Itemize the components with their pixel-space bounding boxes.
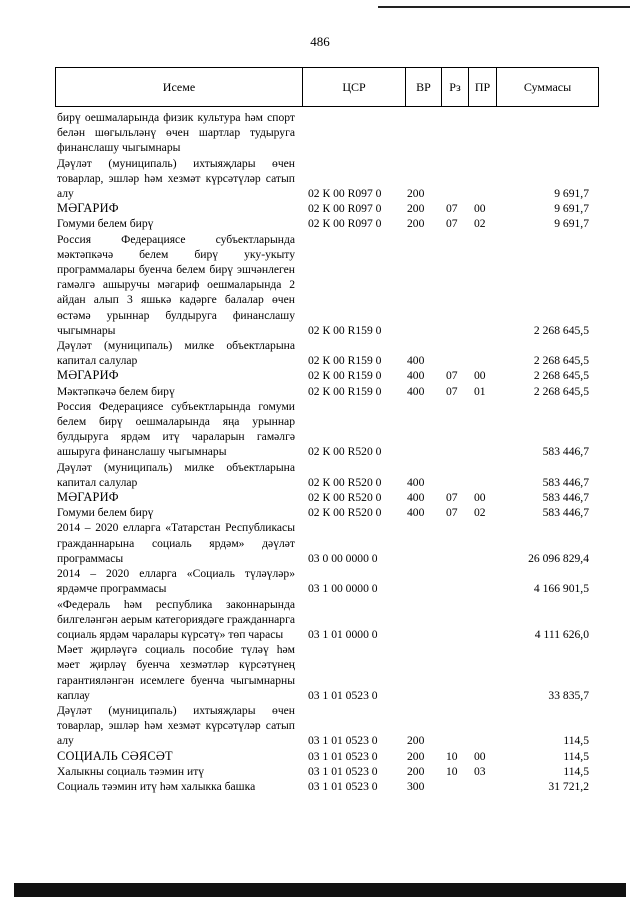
row-sum: 114,5 xyxy=(563,749,589,763)
header-csr: ЦСР xyxy=(303,68,406,107)
row-name: МӘГАРИФ xyxy=(57,201,119,216)
row-csr: 03 1 01 0523 0 xyxy=(308,749,378,763)
table-body xyxy=(57,110,597,794)
row-sum: 2 268 645,5 xyxy=(533,369,589,383)
row-pr: 02 xyxy=(474,506,486,520)
row-csr: 02 К 00 R159 0 xyxy=(308,384,382,398)
row-rz: 07 xyxy=(446,217,458,231)
table-row xyxy=(57,764,597,779)
page-number: 486 xyxy=(310,34,330,49)
row-csr: 02 К 00 R097 0 xyxy=(308,217,382,231)
row-name: СОЦИАЛЬ СӘЯСӘТ xyxy=(57,748,173,763)
table-row xyxy=(57,338,597,368)
row-sum: 9 691,7 xyxy=(554,187,589,201)
row-vr: 200 xyxy=(407,217,425,231)
row-name: Социаль тәэмин итү һәм халыкка башка xyxy=(57,779,256,793)
row-sum: 583 446,7 xyxy=(542,475,589,489)
table-row xyxy=(57,399,597,460)
row-pr: 02 xyxy=(474,217,486,231)
row-vr: 400 xyxy=(407,369,425,383)
row-name: 2014 – 2020 елларга «Социаль түләүләр» ярдәмче программасы xyxy=(57,567,295,596)
row-pr: 01 xyxy=(474,384,486,398)
row-name: Мәет җирләүгә социаль пособие түләү һәм мәет җирләү буенча хезмәтләр күрсәтүнең гарантияләнгән исемлеге буенча чыгымнарны каплау xyxy=(57,643,295,702)
table-row xyxy=(57,490,597,505)
row-sum: 26 096 829,4 xyxy=(528,551,589,565)
row-name: МӘГАРИФ xyxy=(57,490,119,505)
row-csr: 03 1 01 0523 0 xyxy=(308,764,378,778)
row-name: Гомуми белем бирү xyxy=(57,506,154,520)
row-rz: 07 xyxy=(446,369,458,383)
row-rz: 10 xyxy=(446,764,458,778)
row-sum: 9 691,7 xyxy=(554,202,589,216)
row-csr: 02 К 00 R520 0 xyxy=(308,506,382,520)
row-name: МӘГАРИФ xyxy=(57,368,119,383)
row-vr: 400 xyxy=(407,491,425,505)
row-pr: 00 xyxy=(474,369,486,383)
table-row xyxy=(57,156,597,202)
table-row xyxy=(57,368,597,383)
top-rule xyxy=(378,6,630,8)
row-csr: 02 К 00 R520 0 xyxy=(308,445,382,459)
row-name: бирү оешмаларында физик культура һәм спорт белән шөгыльләнү өчен шартлар тудыруга финанслашу чыгымнары xyxy=(57,111,295,155)
table-row xyxy=(57,566,597,596)
row-sum: 2 268 645,5 xyxy=(533,323,589,337)
row-csr: 02 К 00 R159 0 xyxy=(308,323,382,337)
row-sum: 31 721,2 xyxy=(548,779,589,793)
table-row xyxy=(57,384,597,399)
row-rz: 07 xyxy=(446,491,458,505)
row-vr: 400 xyxy=(407,475,425,489)
row-vr: 200 xyxy=(407,734,425,748)
row-sum: 33 835,7 xyxy=(548,688,589,702)
row-rz: 07 xyxy=(446,202,458,216)
table-row xyxy=(57,201,597,216)
row-name: Дәүләт (муниципаль) ихтыяҗлары өчен товарлар, эшләр һәм хезмәт күрсәтүләр сатып алу xyxy=(57,703,295,748)
row-sum: 583 446,7 xyxy=(542,506,589,520)
row-csr: 02 К 00 R097 0 xyxy=(308,202,382,216)
row-name: Дәүләт (муниципаль) ихтыяҗлары өчен товарлар, эшләр һәм хезмәт күрсәтүләр сатып алу xyxy=(57,156,295,201)
row-name: Гомуми белем бирү xyxy=(57,217,154,231)
row-sum: 2 268 645,5 xyxy=(533,384,589,398)
row-vr: 400 xyxy=(407,354,425,368)
row-sum: 583 446,7 xyxy=(542,491,589,505)
row-name: Мәктәпкәчә белем бирү xyxy=(57,384,175,398)
table-row xyxy=(57,703,597,749)
row-pr: 03 xyxy=(474,764,486,778)
row-csr: 03 1 01 0523 0 xyxy=(308,779,378,793)
row-rz: 10 xyxy=(446,749,458,763)
row-csr: 02 К 00 R520 0 xyxy=(308,491,382,505)
table-row xyxy=(57,779,597,794)
row-name: Дәүләт (муниципаль) милке объектларына капитал салулар xyxy=(57,339,295,368)
scan-bottom-bar xyxy=(14,883,626,897)
header-sum: Суммасы xyxy=(497,68,599,107)
header-pr: ПР xyxy=(469,68,497,107)
row-pr: 00 xyxy=(474,491,486,505)
row-csr: 03 0 00 0000 0 xyxy=(308,551,378,565)
row-sum: 4 111 626,0 xyxy=(534,627,589,641)
row-csr: 02 К 00 R159 0 xyxy=(308,369,382,383)
header-rz: Рз xyxy=(442,68,469,107)
row-vr: 400 xyxy=(407,506,425,520)
row-name: 2014 – 2020 елларга «Татарстан Республикасы гражданнарына социаль ярдәм» дәүләт программасы xyxy=(57,521,295,565)
table-row xyxy=(57,597,597,643)
row-csr: 03 1 01 0523 0 xyxy=(308,688,378,702)
row-name: Дәүләт (муниципаль) милке объектларына капитал салулар xyxy=(57,460,295,489)
row-vr: 300 xyxy=(407,779,425,793)
row-sum: 4 166 901,5 xyxy=(533,582,589,596)
row-sum: 583 446,7 xyxy=(542,445,589,459)
table-row xyxy=(57,749,597,764)
row-name: Россия Федерациясе субъектларында мәктәпкәчә белем бирү уку-укыту программалары буенча белем бирү эшчәнлеген гамәлгә ашыручы мәгариф оешмаларында 2 айдан алып 3 яшькә кадәрге балалар өчен өстәмә урыннар булдыруга финанслашу чыгымнары xyxy=(57,232,295,337)
table-row xyxy=(57,520,597,566)
row-csr: 02 К 00 R097 0 xyxy=(308,187,382,201)
row-csr: 02 К 00 R159 0 xyxy=(308,354,382,368)
header-vr: ВР xyxy=(406,68,442,107)
row-csr: 02 К 00 R520 0 xyxy=(308,475,382,489)
row-vr: 200 xyxy=(407,187,425,201)
row-sum: 114,5 xyxy=(563,764,589,778)
row-sum: 2 268 645,5 xyxy=(533,354,589,368)
table-row xyxy=(57,110,597,156)
table-row xyxy=(57,460,597,490)
row-rz: 07 xyxy=(446,506,458,520)
row-name: Россия Федерациясе субъектларында гомуми белем бирү оешмаларында яңа урыннар булдыруга ярдәм итү чараларын гамәлгә ашыруга финанслашу чыгымнары xyxy=(57,399,295,459)
table-row xyxy=(57,642,597,703)
row-csr: 03 1 01 0000 0 xyxy=(308,627,378,641)
table-header xyxy=(55,67,599,107)
row-pr: 00 xyxy=(474,202,486,216)
table-row xyxy=(57,216,597,231)
row-name: «Федераль һәм республика законнарында билгеләнгән аерым категориядәге гражданнарга социаль ярдәм чаралары күрсәтү» төп чарасы xyxy=(57,597,295,641)
row-vr: 400 xyxy=(407,384,425,398)
row-sum: 114,5 xyxy=(563,734,589,748)
table-row xyxy=(57,232,597,338)
row-vr: 200 xyxy=(407,749,425,763)
row-rz: 07 xyxy=(446,384,458,398)
row-sum: 9 691,7 xyxy=(554,217,589,231)
row-pr: 00 xyxy=(474,749,486,763)
row-name: Халыкны социаль тәэмин итү xyxy=(57,764,205,778)
row-csr: 03 1 00 0000 0 xyxy=(308,582,378,596)
row-vr: 200 xyxy=(407,202,425,216)
table-row xyxy=(57,505,597,520)
row-vr: 200 xyxy=(407,764,425,778)
row-csr: 03 1 01 0523 0 xyxy=(308,734,378,748)
header-name: Исеме xyxy=(56,68,303,107)
